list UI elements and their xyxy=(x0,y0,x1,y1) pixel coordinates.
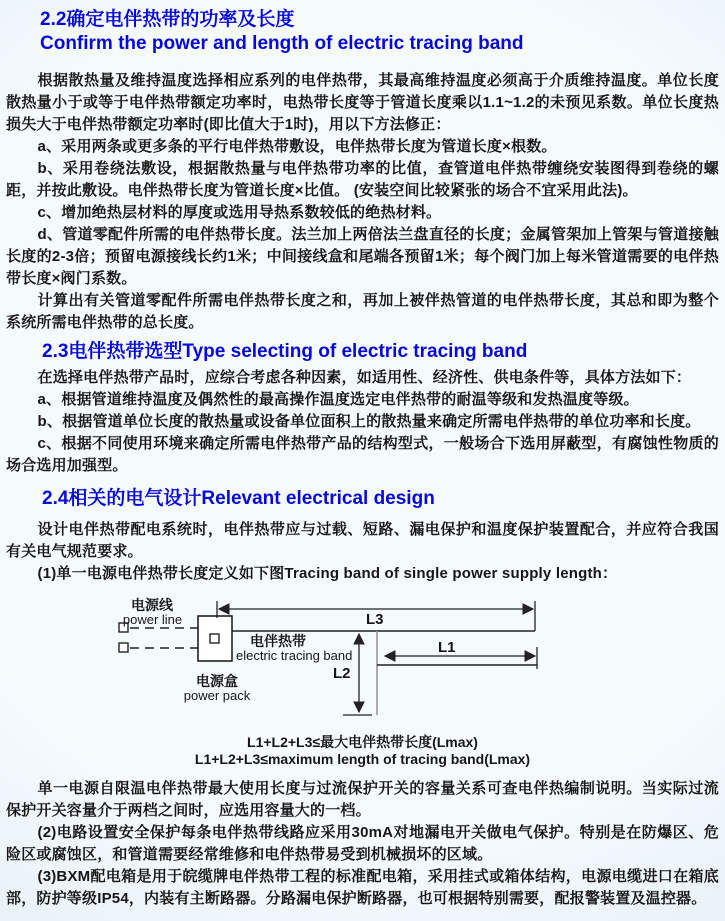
power-pack-inner-square xyxy=(210,634,219,643)
tracing-band-label-en: electric tracing band xyxy=(236,648,353,663)
terminal-square xyxy=(119,643,128,652)
paragraph: 设计电伴热带配电系统时，电伴热带应与过载、短路、漏电保护和温度保护装置配合，并应符合我国有关电气规范要求。 xyxy=(6,521,719,560)
section-2-3-body xyxy=(0,367,725,477)
paragraph: (2)电路设置安全保护每条电伴热带线路应采用30mA对地漏电开关做电气保护。特别是在防爆区、危险区或腐蚀区，和管道需要经常维修和电伴热带易受到机械损坏的区域。 xyxy=(6,824,719,863)
paragraph: 根据散热量及维持温度选择相应系列的电伴热带，其最高维持温度必须高于介质维持温度。单位长度散热量小于或等于电伴热带额定功率时，电热带长度等于管道长度乘以1.1~1.2的未预见系数。单位长度热损失大于电伴热带额定功率时(即比值大于1时)，用以下方法修正： xyxy=(6,72,719,133)
paragraph: (1)单一电源电伴热带长度定义如下图Tracing band of single power supply length： xyxy=(37,565,618,582)
section-2-2-title-en: Confirm the power and length of electric tracing band xyxy=(40,33,524,54)
paragraph: 单一电源自限温电伴热带最大使用长度与过流保护开关的容量关系可查电伴热编制说明。当实际过流保护开关容量介于两档之间时，应选用容量大的一档。 xyxy=(6,780,719,819)
paragraph: c、增加绝热层材料的厚度或选用导热系数较低的绝热材料。 xyxy=(37,204,442,221)
paragraph: c、根据不同使用环境来确定所需电伴热带产品的结构型式，一般场合下选用屏蔽型，有腐蚀性物质的场合选用加强型。 xyxy=(6,435,719,474)
power-pack-label-zh: 电源盒 xyxy=(196,673,238,689)
dimension-label-l2: L2 xyxy=(333,665,351,682)
paragraph: d、管道零配件所需的电伴热带长度。法兰加上两倍法兰盘直径的长度；金属管架加上管架与管道接触长度的2-3倍；预留电源接线长约1米；中间接线盒和尾端各预留1米；每个阀门加上每米管道需要的电伴热带长度×阀门系数。 xyxy=(6,226,719,287)
paragraph: a、采用两条或更多条的平行电伴热带敷设，电伴热带长度为管道长度×根数。 xyxy=(37,138,557,155)
tracing-band-length-diagram xyxy=(0,591,725,731)
diagram-caption-zh: L1+L2+L3≤最大电伴热带长度(Lmax) xyxy=(247,734,478,750)
paragraph: 计算出有关管道零配件所需电伴热带长度之和，再加上被伴热管道的电伴热带长度，其总和即为整个系统所需电伴热带的总长度。 xyxy=(6,292,719,331)
diagram-caption xyxy=(0,734,725,768)
paragraph: b、根据管道单位长度的散热量或设备单位面积上的散热量来确定所需电伴热带的单位功率和长度。 xyxy=(37,413,701,430)
section-2-2-body xyxy=(0,70,725,334)
diagram-caption-en: L1+L2+L3≤maximum length of tracing band(Lmax) xyxy=(194,751,531,767)
dimension-label-l3: L3 xyxy=(366,611,384,628)
section-2-4-body xyxy=(0,519,725,585)
power-pack-label-en: power pack xyxy=(183,688,251,703)
section-2-3-title: 2.3电伴热带选型Type selecting of electric tracing band xyxy=(42,341,528,362)
power-line-label-en: power line xyxy=(122,612,183,627)
document-page xyxy=(0,8,725,921)
section-2-2-heading xyxy=(40,8,715,56)
section-2-4-title: 2.4相关的电气设计Relevant electrical design xyxy=(42,488,435,509)
dimension-label-l1: L1 xyxy=(438,639,456,656)
paragraph: a、根据管道维持温度及偶然性的最高操作温度选定电伴热带的耐温等级和发热温度等级。 xyxy=(37,391,639,408)
paragraph: b、采用卷绕法敷设，根据散热量与电伴热带功率的比值，查管道电伴热带缠绕安装图得到卷绕的螺距，并按此敷设。电伴热带长度为管道长度×比值。 (安装空间比较紧张的场合不宜采用此法)。 xyxy=(6,160,719,199)
section-2-4-body-after-diagram xyxy=(0,778,725,910)
tracing-band-label-zh: 电伴热带 xyxy=(250,633,306,649)
paragraph: 在选择电伴热带产品时，应综合考虑各种因素，如适用性、经济性、供电条件等，具体方法如下： xyxy=(37,369,692,386)
section-2-2-title-zh: 2.2确定电伴热带的功率及长度 xyxy=(40,9,295,30)
power-line-label-zh: 电源线 xyxy=(131,597,173,613)
paragraph: (3)BXM配电箱是用于皖缆牌电伴热带工程的标准配电箱，采用挂式或箱体结构，电源电缆进口在箱底部，防护等级IP54，内装有主断路器。分路漏电保护断路器，也可根据特别需要，配报警装置及温控器。 xyxy=(6,868,719,907)
